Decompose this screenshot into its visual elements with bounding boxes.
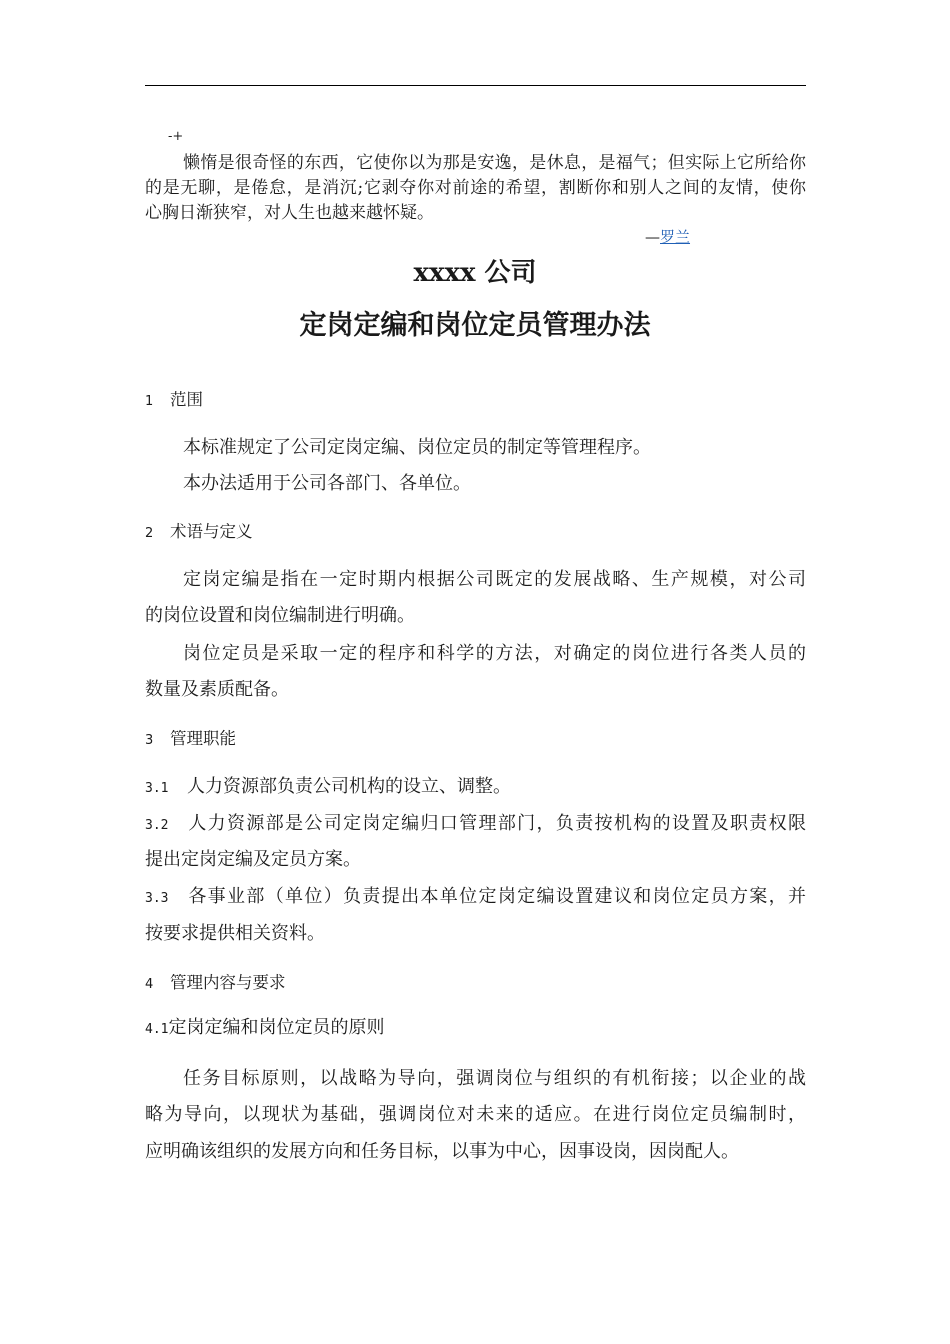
paragraph-line: 数量及素质配备。 xyxy=(145,679,289,700)
section-title: 管理职能 xyxy=(170,729,236,748)
paragraph-line: 定岗定编是指在一定时期内根据公司既定的发展战略、生产规模，对公司 xyxy=(183,569,806,590)
page-title: 定岗定编和岗位定员管理办法 xyxy=(299,310,651,341)
company-title: xxxx 公司 xyxy=(413,258,537,288)
paragraph-line: 任务目标原则，以战略为导向，强调岗位与组织的有机衔接；以企业的战 xyxy=(183,1068,806,1089)
clause-line xyxy=(145,775,511,801)
page-marker: -+ xyxy=(168,129,184,144)
clause-line xyxy=(145,812,806,838)
subsection-title: 定岗定编和岗位定员的原则 xyxy=(168,1017,385,1038)
quote-line: 的是无聊，是倦怠，是消沉;它剥夺你对前途的希望，割断你和别人之间的友情，使你 xyxy=(145,178,806,198)
clause-number: 3.2 xyxy=(145,818,169,833)
author-link[interactable]: 罗兰 xyxy=(660,228,691,246)
paragraph-line: 的岗位设置和岗位编制进行明确。 xyxy=(145,605,415,626)
subsection-heading xyxy=(145,1016,384,1042)
paragraph-line: 本办法适用于公司各部门、各单位。 xyxy=(183,473,471,494)
section-number: 4 xyxy=(145,977,154,992)
paragraph-line: 应明确该组织的发展方向和任务目标，以事为中心，因事设岗，因岗配人。 xyxy=(145,1141,739,1162)
section-title: 范围 xyxy=(170,390,203,409)
quote-line: 心胸日渐狭窄，对人生也越来越怀疑。 xyxy=(145,203,434,223)
section-number: 2 xyxy=(145,526,154,541)
clause-number: 3.3 xyxy=(145,891,169,906)
header-rule xyxy=(145,85,806,86)
subsection-number: 4.1 xyxy=(145,1022,169,1037)
paragraph-line: 岗位定员是采取一定的程序和科学的方法，对确定的岗位进行各类人员的 xyxy=(183,643,806,664)
section-number: 3 xyxy=(145,733,154,748)
quote-author xyxy=(645,227,690,247)
author-dash: — xyxy=(645,228,660,246)
clause-line: 提出定岗定编及定员方案。 xyxy=(145,849,361,870)
section-title: 术语与定义 xyxy=(170,522,253,541)
clause-text: 人力资源部负责公司机构的设立、调整。 xyxy=(187,776,511,797)
clause-number: 3.1 xyxy=(145,781,169,796)
paragraph-line: 略为导向，以现状为基础，强调岗位对未来的适应。在进行岗位定员编制时， xyxy=(145,1104,806,1125)
clause-line: 按要求提供相关资料。 xyxy=(145,923,325,944)
section-heading xyxy=(145,388,203,414)
section-title: 管理内容与要求 xyxy=(170,973,286,992)
clause-text: 各事业部（单位）负责提出本单位定岗定编设置建议和岗位定员方案，并 xyxy=(187,886,806,907)
quote-line: 懒惰是很奇怪的东西，它使你以为那是安逸，是休息，是福气；但实际上它所给你 xyxy=(183,153,806,173)
section-heading xyxy=(145,971,286,997)
section-heading xyxy=(145,520,253,546)
clause-line xyxy=(145,885,806,911)
paragraph-line: 本标准规定了公司定岗定编、岗位定员的制定等管理程序。 xyxy=(183,437,651,458)
clause-text: 人力资源部是公司定岗定编归口管理部门，负责按机构的设置及职责权限 xyxy=(187,813,806,834)
section-heading xyxy=(145,727,236,753)
section-number: 1 xyxy=(145,394,154,409)
